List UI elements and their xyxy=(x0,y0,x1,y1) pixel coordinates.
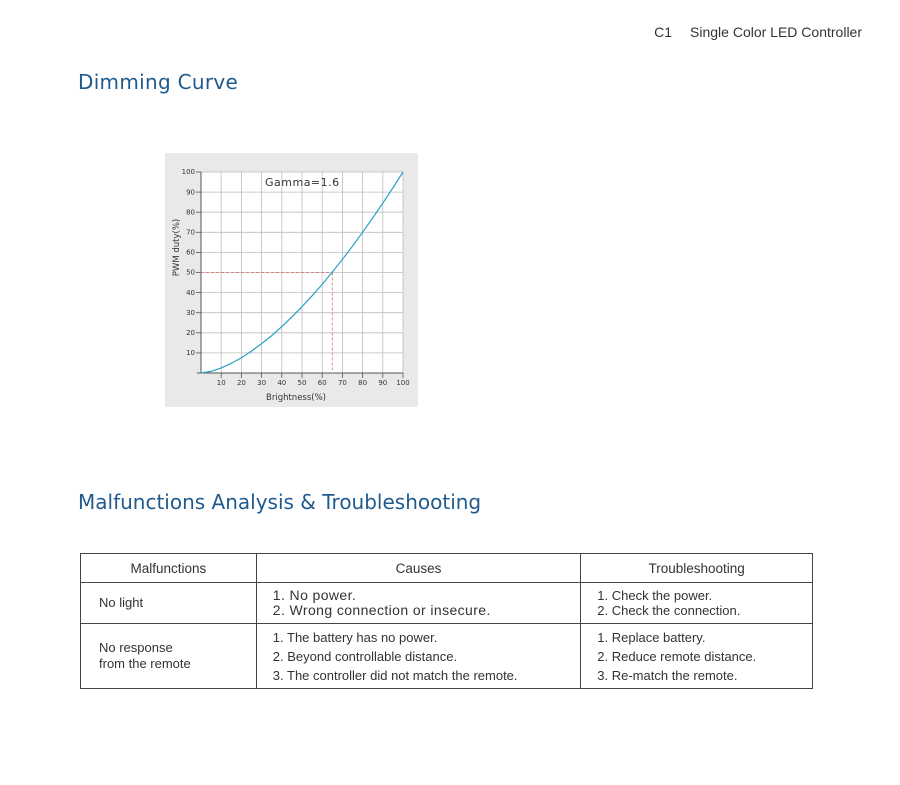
causes-cell xyxy=(256,583,580,624)
troubleshooting-cell xyxy=(581,583,813,624)
x-tick-label: 50 xyxy=(297,379,307,387)
x-tick-label: 60 xyxy=(317,379,327,387)
y-tick-label: 60 xyxy=(186,248,195,257)
troubleshooting-title: Malfunctions Analysis & Troubleshooting xyxy=(78,490,482,514)
x-tick-label: 10 xyxy=(216,379,226,387)
x-axis-label: Brightness(%) xyxy=(266,393,326,403)
y-tick-label: 20 xyxy=(186,329,195,337)
x-tick-label: 100 xyxy=(396,379,410,387)
y-axis-label: PWM duty(%) xyxy=(172,218,182,277)
x-tick-label: 30 xyxy=(257,379,267,387)
page-header xyxy=(654,24,862,40)
table-header-row xyxy=(81,554,813,583)
y-tick-label: 80 xyxy=(186,208,195,217)
troubleshooting-table xyxy=(80,553,813,689)
cause-item: 3. The controller did not match the remote. xyxy=(272,667,518,683)
y-tick-label: 10 xyxy=(186,349,195,358)
cause-item: 1. The battery has no power. xyxy=(272,629,438,645)
cause-item: 2. Beyond controllable distance. xyxy=(272,648,458,664)
y-tick-label: 100 xyxy=(181,168,195,177)
dimming-curve-chart xyxy=(165,153,418,407)
y-tick-label: 40 xyxy=(186,288,195,297)
cause-item: 2. Wrong connection or insecure. xyxy=(272,602,491,618)
fix-item: 2. Check the connection. xyxy=(597,603,741,618)
cause-item: 1. No power. xyxy=(272,587,357,603)
x-tick-label: 40 xyxy=(277,379,287,387)
malfunction-cell xyxy=(81,624,257,689)
troubleshooting-cell xyxy=(581,624,813,689)
fix-item: 1. Check the power. xyxy=(597,588,713,603)
y-tick-label: 70 xyxy=(186,228,195,237)
table-row xyxy=(81,624,813,689)
header-causes: Causes xyxy=(256,554,580,583)
malfunction-text: No light xyxy=(99,595,144,610)
header-malfunctions: Malfunctions xyxy=(81,554,257,583)
malfunction-cell xyxy=(81,583,257,624)
chart-svg xyxy=(165,153,418,407)
causes-cell xyxy=(256,624,580,689)
fix-item: 2. Reduce remote distance. xyxy=(597,648,757,664)
fix-item: 3. Re-match the remote. xyxy=(597,667,738,683)
y-tick-label: 90 xyxy=(186,188,195,197)
x-tick-label: 90 xyxy=(378,379,388,387)
y-tick-label: 30 xyxy=(186,308,195,317)
table-row xyxy=(81,583,813,624)
malfunction-text: No response xyxy=(99,640,173,655)
x-tick-label: 80 xyxy=(358,379,368,387)
header-troubleshooting: Troubleshooting xyxy=(581,554,813,583)
gamma-annotation: Gamma=1.6 xyxy=(265,176,340,189)
x-tick-label: 70 xyxy=(337,379,347,387)
y-tick-label: 50 xyxy=(186,268,195,277)
product-name: Single Color LED Controller xyxy=(690,24,862,40)
model-number: C1 xyxy=(654,24,673,40)
fix-item: 1. Replace battery. xyxy=(597,629,706,645)
malfunction-text: from the remote xyxy=(99,656,191,671)
x-tick-label: 20 xyxy=(236,379,246,387)
dimming-curve-title: Dimming Curve xyxy=(78,70,239,94)
